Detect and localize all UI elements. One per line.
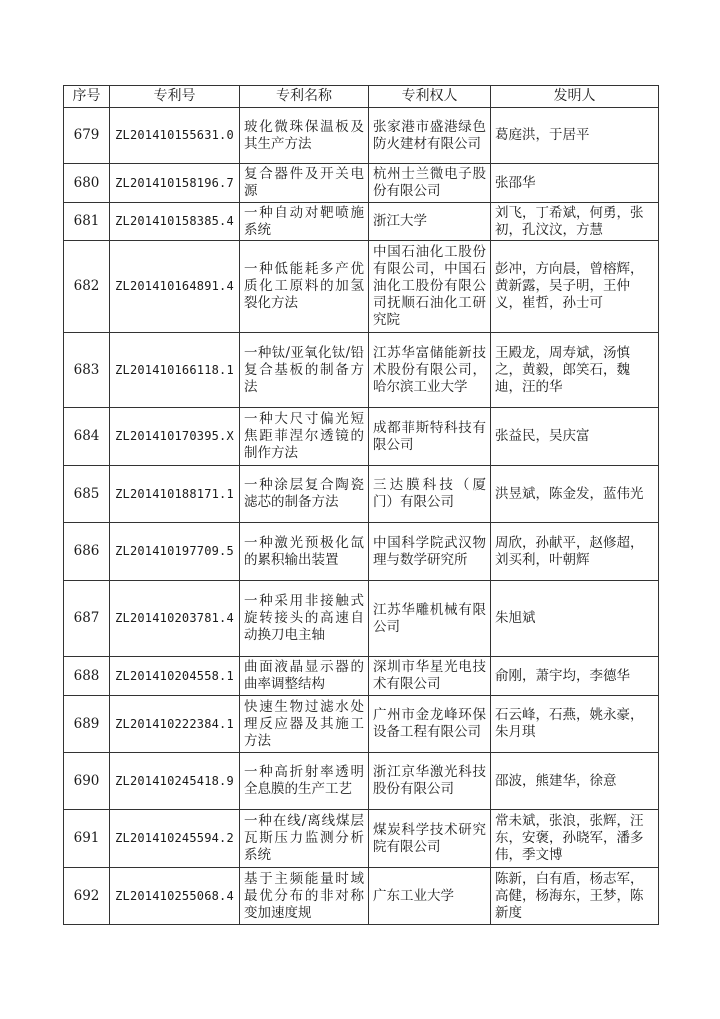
cell-patent-number: ZL201410170395.X	[110, 408, 240, 466]
cell-patent-number: ZL201410155631.0	[110, 108, 240, 164]
cell-patent-number: ZL201410158196.7	[110, 164, 240, 203]
header-inventor: 发明人	[491, 86, 659, 108]
cell-patent-owner: 浙江京华激光科技股份有限公司	[369, 753, 491, 810]
cell-patent-name: 曲面液晶显示器的曲率调整结构	[240, 657, 369, 696]
cell-patent-owner: 浙江大学	[369, 203, 491, 241]
cell-inventor: 陈新，白有盾，杨志军，高健，杨海东，王梦，陈新度	[491, 868, 659, 925]
cell-patent-owner: 广州市金龙峰环保设备工程有限公司	[369, 696, 491, 753]
cell-patent-name: 一种采用非接触式旋转接头的高速自动换刀电主轴	[240, 581, 369, 657]
cell-patent-number: ZL201410166118.1	[110, 333, 240, 408]
cell-index: 690	[64, 753, 110, 810]
cell-patent-name: 一种涂层复合陶瓷滤芯的制备方法	[240, 466, 369, 523]
cell-patent-number: ZL201410245594.2	[110, 810, 240, 868]
cell-patent-owner: 煤炭科学技术研究院有限公司	[369, 810, 491, 868]
table-row	[64, 408, 659, 466]
cell-inventor: 彭冲，方向晨，曾榕辉，黄新露，吴子明，王仲义，崔哲，孙士可	[491, 241, 659, 333]
cell-inventor: 周欣，孙献平，赵修超，刘买利，叶朝辉	[491, 523, 659, 581]
cell-patent-name: 一种激光预极化氙的累积输出装置	[240, 523, 369, 581]
cell-patent-owner: 三达膜科技（厦门）有限公司	[369, 466, 491, 523]
cell-patent-number: ZL201410245418.9	[110, 753, 240, 810]
cell-patent-owner: 中国科学院武汉物理与数学研究所	[369, 523, 491, 581]
cell-patent-name: 快速生物过滤水处理反应器及其施工方法	[240, 696, 369, 753]
table-row	[64, 581, 659, 657]
table-row	[64, 810, 659, 868]
cell-inventor: 王殿龙，周寿斌，汤慎之，黄毅，郎笑石，魏迪，汪的华	[491, 333, 659, 408]
cell-inventor: 洪昱斌，陈金发，蓝伟光	[491, 466, 659, 523]
table-row	[64, 657, 659, 696]
table-row	[64, 466, 659, 523]
cell-index: 689	[64, 696, 110, 753]
cell-index: 680	[64, 164, 110, 203]
table-row	[64, 241, 659, 333]
cell-patent-owner: 深圳市华星光电技术有限公司	[369, 657, 491, 696]
cell-index: 691	[64, 810, 110, 868]
cell-patent-name: 一种高折射率透明全息膜的生产工艺	[240, 753, 369, 810]
cell-index: 688	[64, 657, 110, 696]
header-index: 序号	[64, 86, 110, 108]
cell-patent-name: 一种自动对靶喷施系统	[240, 203, 369, 241]
header-patent-name: 专利名称	[240, 86, 369, 108]
cell-patent-owner: 江苏华雕机械有限公司	[369, 581, 491, 657]
cell-inventor: 张益民，吴庆富	[491, 408, 659, 466]
table-row	[64, 203, 659, 241]
cell-inventor: 俞刚，萧宇均，李德华	[491, 657, 659, 696]
cell-index: 686	[64, 523, 110, 581]
cell-patent-owner: 成都菲斯特科技有限公司	[369, 408, 491, 466]
cell-index: 685	[64, 466, 110, 523]
cell-index: 682	[64, 241, 110, 333]
cell-inventor: 石云峰，石燕，姚永豪，朱月琪	[491, 696, 659, 753]
cell-patent-name: 一种低能耗多产优质化工原料的加氢裂化方法	[240, 241, 369, 333]
table-row	[64, 753, 659, 810]
cell-patent-owner: 广东工业大学	[369, 868, 491, 925]
cell-index: 687	[64, 581, 110, 657]
cell-patent-number: ZL201410203781.4	[110, 581, 240, 657]
table-row	[64, 696, 659, 753]
cell-inventor: 葛庭洪，于居平	[491, 108, 659, 164]
cell-patent-number: ZL201410197709.5	[110, 523, 240, 581]
cell-patent-name: 复合器件及开关电源	[240, 164, 369, 203]
cell-inventor: 刘飞，丁希斌，何勇，张初，孔汶汶，方慧	[491, 203, 659, 241]
table-row	[64, 164, 659, 203]
cell-patent-number: ZL201410222384.1	[110, 696, 240, 753]
cell-patent-number: ZL201410204558.1	[110, 657, 240, 696]
table-row	[64, 333, 659, 408]
table-row	[64, 868, 659, 925]
cell-patent-name: 一种钛/亚氧化钛/铅复合基板的制备方法	[240, 333, 369, 408]
cell-patent-name: 一种在线/离线煤层瓦斯压力监测分析系统	[240, 810, 369, 868]
cell-patent-number: ZL201410188171.1	[110, 466, 240, 523]
cell-index: 692	[64, 868, 110, 925]
cell-patent-name: 一种大尺寸偏光短焦距菲涅尔透镜的制作方法	[240, 408, 369, 466]
cell-index: 683	[64, 333, 110, 408]
cell-patent-number: ZL201410164891.4	[110, 241, 240, 333]
cell-inventor: 邵波，熊建华，徐意	[491, 753, 659, 810]
cell-inventor: 朱旭斌	[491, 581, 659, 657]
cell-patent-number: ZL201410255068.4	[110, 868, 240, 925]
cell-patent-owner: 江苏华富储能新技术股份有限公司，哈尔滨工业大学	[369, 333, 491, 408]
table-row	[64, 523, 659, 581]
cell-index: 684	[64, 408, 110, 466]
cell-patent-number: ZL201410158385.4	[110, 203, 240, 241]
cell-patent-owner: 杭州士兰微电子股份有限公司	[369, 164, 491, 203]
cell-patent-owner: 中国石油化工股份有限公司，中国石油化工股份有限公司抚顺石油化工研究院	[369, 241, 491, 333]
table-row	[64, 108, 659, 164]
cell-inventor: 张邵华	[491, 164, 659, 203]
cell-patent-name: 基于主频能量时域最优分布的非对称变加速度规	[240, 868, 369, 925]
header-patent-number: 专利号	[110, 86, 240, 108]
cell-index: 679	[64, 108, 110, 164]
table-header-row	[64, 86, 659, 108]
cell-patent-owner: 张家港市盛港绿色防火建材有限公司	[369, 108, 491, 164]
cell-inventor: 常未斌，张浪，张辉，汪东，安褒，孙晓军，潘多伟，季文博	[491, 810, 659, 868]
cell-index: 681	[64, 203, 110, 241]
header-patent-owner: 专利权人	[369, 86, 491, 108]
patent-table	[63, 85, 659, 925]
cell-patent-name: 玻化微珠保温板及其生产方法	[240, 108, 369, 164]
